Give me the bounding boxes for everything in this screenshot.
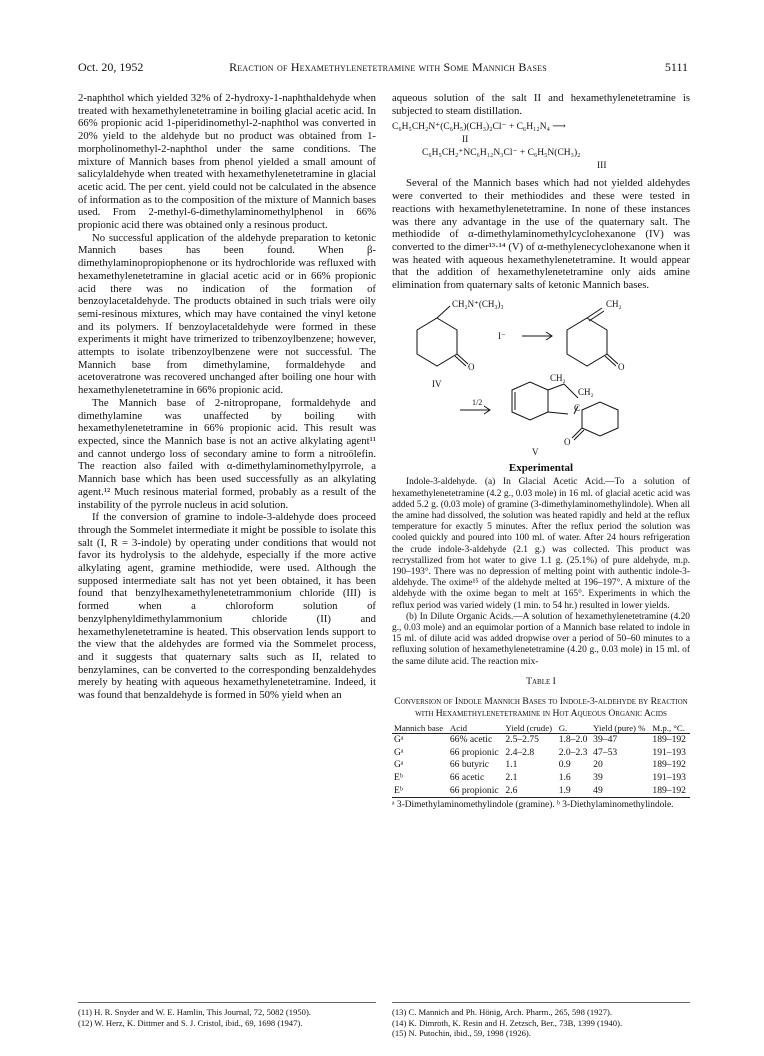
- data-table: [392, 723, 690, 799]
- table-cell: Gᵃ: [394, 733, 404, 745]
- table-cell: 2.5–2.75: [505, 733, 539, 745]
- carbonyl-o-label: O: [618, 361, 625, 372]
- table-cell: 1.6: [558, 772, 571, 783]
- table-cell: 189–192: [650, 785, 690, 798]
- header-title: Reaction of Hexamethylenetetramine with Some Mannich Bases: [229, 60, 547, 74]
- table-cell: 2.6: [503, 785, 556, 798]
- table-cell: 191–193: [652, 746, 686, 758]
- structure-diagram: [392, 298, 690, 458]
- table-cell: 39: [593, 772, 603, 783]
- iv-substituent: CH₂N⁺(CH₃)₃: [452, 298, 504, 309]
- table-cell: 2.0–2.3: [558, 746, 588, 758]
- column-header: Mannich base: [392, 723, 448, 734]
- experimental-paragraph: (b) In Dilute Organic Acids.—A solution of hexamethylenetetramine (4.20 g., 0.03 mole) and an equimolar portion of a Mannich base related to indole in 15 ml. of dilute acid was added dropwise over a period of 50–60 minutes to a refluxing solution of hexamethylenetetramine (4.20 g., 0.03 mole) in 15 ml. of the same dilute acid. The reaction mix-: [392, 611, 690, 667]
- table-cell: 20: [593, 759, 603, 771]
- table-cell: 66 butyric: [449, 759, 490, 771]
- reaction-equation: [392, 121, 690, 173]
- iodide-label: I⁻: [498, 330, 506, 341]
- compound-label-iv: IV: [432, 378, 442, 389]
- table-cell: Gᵃ: [394, 759, 404, 771]
- exo-methylene-label: CH₂: [606, 298, 622, 309]
- compound-label-v: V: [532, 446, 539, 457]
- body-paragraph: If the conversion of gramine to indole-3-aldehyde does proceed through the Sommelet intermediate it might be possible to isolate this salt (I, R = 3-indole) by operating under conditions that would not favor its hydrolysis to the aldehyde, especially if the more active alkylating agent, gramine methiodide, were used. Although the supposed intermediate salt has not yet been obtained, it has been found that benzylhexamethylenetetrammonium chloride (III) is formed when a chloroform solution of benzylphenyldimethylammonium chloride (II) and hexamethylenetetramine is heated. This observation lends support to the view that the aldehydes are formed via the Sommelet process, and it suggests that quaternary salts such as II, related to benzylamines, can be converted to the corresponding benzaldehydes merely by heating with aqueous hexamethylenetetramine. Indeed, it was found that benzaldehyde is formed in 50% yield when an: [78, 511, 376, 702]
- table-row: [392, 747, 690, 760]
- dihydropyran-ring: [512, 382, 548, 420]
- table-row: [392, 733, 690, 746]
- table-cell: 1.8–2.0: [558, 733, 588, 745]
- column-header: M.p., °C.: [650, 723, 690, 734]
- equation-label-II: II: [462, 135, 469, 146]
- table-row: [392, 759, 690, 772]
- footnote: (11) H. R. Snyder and W. E. Hamlin, This Journal, 72, 5082 (1950).: [78, 1007, 311, 1017]
- table-cell: 39–47: [593, 733, 618, 745]
- cyclohexanone-ring-iv: [417, 318, 457, 366]
- body-paragraph: The Mannich base of 2-nitropropane, formaldehyde and dimethylamine was unaffected by boiling with hexamethylenetetramine in 66% propionic acid. This result was expected, since the Mannich base is not an active alkylating agent¹¹ and cannot undergo loss of secondary amine to form a nitroölefin. The reaction also failed with α-dimethylaminomethylpyrrole, a Mannich base which has been used successfully as an alkylating agent.¹² Much resinous material formed, probably as a result of the instability of the pyrrole nucleus in acid solution.: [78, 396, 376, 511]
- table-cell: 66% acetic: [449, 733, 493, 745]
- table-cell: 2.1: [505, 772, 518, 783]
- table-cell: 191–193: [652, 772, 686, 783]
- section-heading: Experimental: [508, 461, 574, 474]
- body-paragraph: Several of the Mannich bases which had not yielded aldehydes were converted to their methiodides and these were tested in reactions with hexamethylenetetramine. In none of these instances was there any advantage in the use of the quaternary salt. The methiodide of α-dimethylaminomethylcyclohexanone (IV) was converted to the dimer¹³·¹⁴ (V) of α-methylenecyclohexanone when it was heated with aqueous hexamethylenetetramine. It would appear that the addition of hexamethylenetetramine only aids amine elimination from quaternary salts of ketonic Mannich bases.: [392, 177, 690, 292]
- table-cell: 66 acetic: [449, 772, 485, 783]
- equation-label-III: III: [597, 161, 607, 172]
- right-column: [392, 92, 690, 811]
- running-header: [78, 60, 688, 76]
- column-header: Acid: [448, 723, 504, 734]
- table-row: [392, 785, 690, 798]
- body-paragraph: No successful application of the aldehyde preparation to ketonic Mannich bases has been found. When β-dimethylaminopropiophenone or its hydrochloride was refluxed with hexamethylenetetramine in glacial acetic acid or in 66% propionic acid there was no indication of the formation of benzoylacetaldehyde. The products obtained in such trials were oily semi-resinous mixtures, which may have contained the vinyl ketone and its polymers. If benzoylacetaldehyde were formed in these experiments it might have trimerized to tribenzoylbenzene; however, attempts to isolate tribenzoylbenzene were not successful. The Mannich base from dimethylamine, formaldehyde and acetoveratrone was recovered unchanged after boiling one hour with hexamethylenetetramine in 66% propionic acid.: [78, 231, 376, 397]
- column-header: Yield (crude): [503, 723, 556, 734]
- table-cell: 2.4–2.8: [505, 746, 535, 758]
- carbonyl-o-label: O: [468, 361, 475, 372]
- table-cell: Gᵃ: [394, 746, 404, 758]
- body-paragraph: 2-naphthol which yielded 32% of 2-hydroxy-1-naphthaldehyde when treated with hexamethylenetetramine in boiling glacial acetic acid. In 66% propionic acid 1-piperidinomethyl-2-naphthol was converted in 20% yield to the aldehyde but no product was obtained from 1-morpholinomethyl-2-naphthol under the same conditions. The mixture of Mannich bases from phenol yielded a small amount of salicylaldehyde when treated with hexamethylenetetramine in glacial acetic acid. The per cent. yield could not be calculated in the absence of information as to the composition of the mixture of Mannich bases used. From 2-methyl-6-dimethylaminomethylphenol in 66% propionic acid there was obtained only a resinous product.: [78, 92, 376, 232]
- table-cell: 1.1: [505, 759, 518, 771]
- left-column: [78, 92, 376, 702]
- footnote: (12) W. Herz, K. Dittmer and S. J. Cristol, ibid., 69, 1698 (1947).: [78, 1017, 303, 1028]
- spiro-carbon-label: C: [574, 402, 581, 413]
- body-paragraph: aqueous solution of the salt II and hexamethylenetetramine is subjected to steam distillation.: [392, 92, 690, 117]
- table-footnote: ᵃ 3-Dimethylaminomethylindole (gramine). ᵇ 3-Diethylaminomethylindole.: [392, 800, 674, 811]
- table-cell: 66 propionic: [449, 746, 499, 758]
- stoichiometry-label: 1/2: [472, 397, 483, 407]
- footnote: (14) K. Dimroth, K. Resin and H. Zetzsch, Ber., 73B, 1399 (1940).: [392, 1017, 623, 1028]
- table-cell: Eᵇ: [392, 785, 448, 798]
- table-caption: Conversion of Indole Mannich Bases to Indole-3-aldehyde by Reaction with Hexamethylenetetramine in Hot Aqueous Organic Acids: [394, 695, 688, 719]
- table-cell: 47–53: [593, 746, 618, 758]
- experimental-paragraph: Indole-3-aldehyde. (a) In Glacial Acetic Acid.—To a solution of hexamethylenetetramine (4.2 g., 0.03 mole) in 16 ml. of glacial acetic acid was added 5.2 g. (0.03 mole) of gramine (3-dimethylaminomethylindole). When all the amine had dissolved, the solution was heated rapidly and held at the reflux temperature for exactly 5 minutes. After the reflux period the solution was cooled quickly and poured into 100 ml. of water. After 24 hours refrigeration the crude indole-3-aldehyde (2.1 g.) was collected. This product was recrystallized from hot water to give 1.1 g. (25.1%) of pure aldehyde, m.p. 190–193°. There was no depression of melting point with authentic indole-3-aldehyde. The oxime¹⁵ of the aldehyde melted at 196–197°. A mixture of the aldehyde with the oxime began to melt at 165°. Experiments in which the reflux period was varied widely (1 min. to 54 hr.) resulted in lower yields.: [392, 477, 690, 611]
- dimer-o-label: O: [564, 436, 571, 447]
- footnotes-left: [78, 1002, 376, 1028]
- equation-line-2: C₆H₅CH₂⁺NC₆H₁₂N₃Cl⁻ + C₆H₅N(CH₃)₂: [422, 148, 581, 159]
- table-cell: 189–192: [652, 759, 686, 771]
- table-row: [392, 772, 690, 785]
- column-header: G.: [557, 723, 591, 734]
- table-cell: 49: [591, 785, 650, 798]
- column-header: Yield (pure) %: [591, 723, 650, 734]
- dimer-ch2-label: CH₂: [550, 372, 566, 383]
- dimer-ch2-label: CH₂: [578, 386, 594, 397]
- footnotes-right: [392, 1002, 690, 1039]
- footnote: (13) C. Mannich and Ph. Hönig, Arch. Pharm., 265, 598 (1927).: [392, 1007, 613, 1017]
- cyclohexanone-ring-product: [567, 318, 607, 366]
- table-label: Table I: [526, 675, 556, 687]
- footnote: (15) N. Putochin, ibid., 59, 1998 (1926).: [392, 1028, 531, 1038]
- table-cell: Eᵇ: [394, 772, 403, 783]
- equation-line-1: C₆H₅CH₂N⁺(C₆H₅)(CH₃)₂Cl⁻ + C₆H₁₂N₄ ⟶: [392, 122, 566, 133]
- cyclohexanone-ring-v: [582, 402, 618, 436]
- table-cell: 1.9: [557, 785, 591, 798]
- table-cell: 189–192: [652, 733, 686, 745]
- header-date: Oct. 20, 1952: [78, 60, 144, 74]
- table-cell: 66 propionic: [448, 785, 504, 798]
- page-number: 5111: [664, 60, 688, 74]
- table-cell: 0.9: [558, 759, 571, 771]
